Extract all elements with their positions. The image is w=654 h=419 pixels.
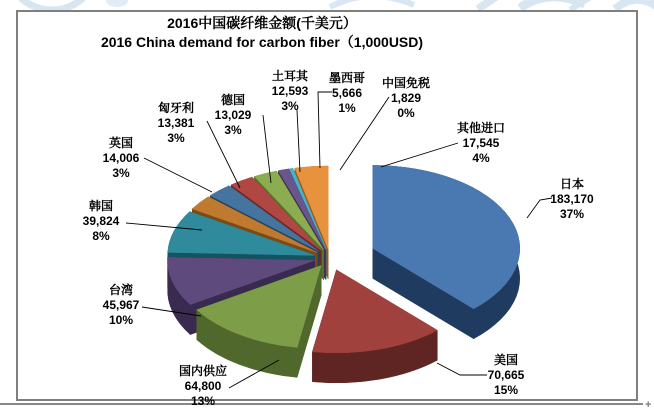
label-pct: 1% [338,101,356,115]
leader-line-日本 [527,198,552,218]
leader-line-德国 [263,115,271,183]
label-pct: 10% [108,313,134,327]
leader-line-其他进口 [381,143,458,167]
label-value: 70,665 [487,368,525,382]
leader-line-墨西哥 [318,92,332,168]
label-value: 1,829 [390,91,422,105]
leader-line-土耳其 [297,110,300,172]
label-pct: 0% [397,106,415,120]
label-pct: 8% [92,229,110,243]
chart-title-line1: 2016中国碳纤维金额(千美元） [167,15,357,31]
corner-anchor-mark: + [645,399,652,411]
label-pct: 3% [281,99,299,113]
label-name: 土耳其 [271,69,309,83]
label-value: 12,593 [271,84,309,98]
label-value: 183,170 [550,192,594,206]
label-value: 45,967 [102,298,140,312]
leader-line-美国 [437,363,487,375]
label-name: 德国 [220,93,246,107]
label-name: 墨西哥 [328,71,366,85]
label-value: 5,666 [331,86,363,100]
label-name: 韩国 [88,199,114,213]
label-value: 39,824 [82,214,120,228]
label-pct: 37% [559,207,585,221]
label-name: 美国 [493,353,519,367]
label-name: 国内供应 [178,364,228,378]
label-name: 匈牙利 [157,101,195,115]
label-pct: 13% [190,394,216,408]
label-pct: 3% [224,123,242,137]
label-value: 64,800 [184,379,222,393]
label-value: 17,545 [462,136,500,150]
label-value: 13,381 [157,116,195,130]
label-pct: 3% [167,131,185,145]
label-value: 13,029 [214,108,252,122]
leader-line-英国 [144,158,212,192]
label-name: 日本 [559,177,585,191]
label-name: 台湾 [108,283,134,297]
label-pct: 4% [472,151,490,165]
label-name: 其他进口 [456,121,506,135]
leader-line-中国免税 [340,97,389,170]
label-pct: 3% [112,166,130,180]
label-pct: 15% [493,383,519,397]
label-name: 中国免税 [381,76,431,90]
leader-line-匈牙利 [207,121,240,188]
label-value: 14,006 [102,151,140,165]
chart-title-line2: 2016 China demand for carbon fiber（1,000USD) [100,34,424,50]
label-name: 英国 [108,136,134,150]
